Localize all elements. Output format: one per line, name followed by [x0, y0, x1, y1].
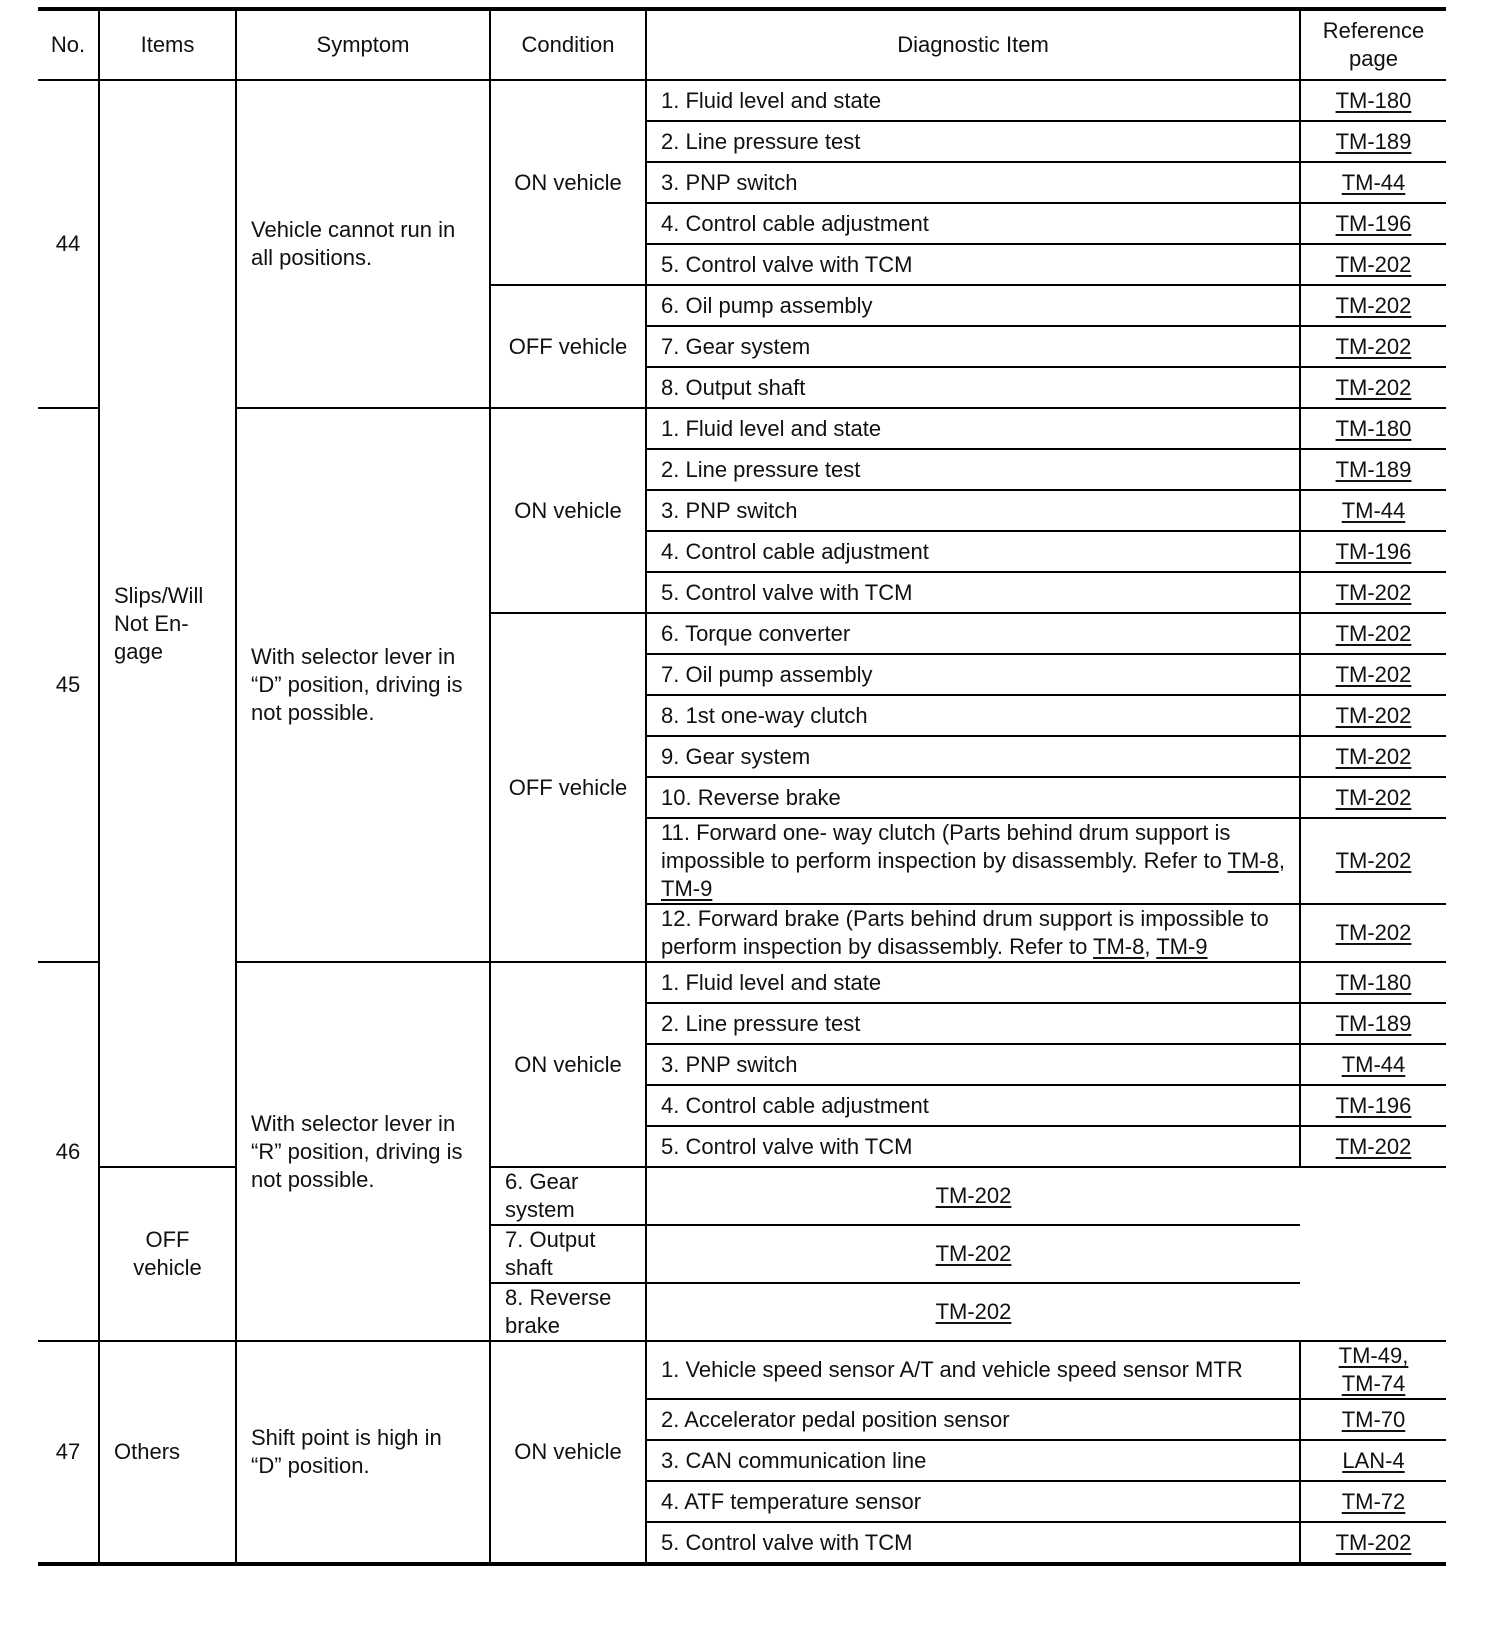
- inline-reference-link[interactable]: TM-9: [1156, 934, 1208, 959]
- reference-link[interactable]: TM-196: [1335, 210, 1412, 236]
- symptom-diagnosis-table: [38, 7, 1446, 1566]
- diagnostic-item: 6. Gear system: [490, 1167, 646, 1225]
- diagnostic-item: 1. Fluid level and state: [646, 80, 1300, 121]
- diagnostic-item: [646, 904, 1300, 962]
- diagnostic-item: 3. PNP switch: [646, 162, 1300, 203]
- inline-separator: ,: [1144, 934, 1157, 959]
- diagnostic-item: 2. Line pressure test: [646, 1003, 1300, 1044]
- inline-separator: ,: [1278, 848, 1285, 873]
- reference-link[interactable]: TM-202: [1335, 661, 1412, 687]
- inline-reference-link[interactable]: TM-8: [1093, 934, 1145, 959]
- header-diagnostic-item: Diagnostic Item: [646, 9, 1300, 80]
- reference-link[interactable]: TM-202: [1335, 579, 1412, 605]
- diagnostic-item: 5. Control valve with TCM: [646, 1126, 1300, 1167]
- inline-reference-link[interactable]: TM-9: [661, 876, 713, 901]
- condition-label: ON vehicle: [490, 962, 646, 1167]
- reference-link[interactable]: TM-202: [1335, 374, 1412, 400]
- diagnostic-item: 4. Control cable adjustment: [646, 1085, 1300, 1126]
- reference-link[interactable]: TM-202: [1335, 743, 1412, 769]
- condition-label: OFF vehicle: [99, 1167, 236, 1341]
- reference-link[interactable]: TM-189: [1335, 456, 1412, 482]
- reference-link[interactable]: TM-44: [1341, 1051, 1406, 1077]
- reference-link[interactable]: TM-202: [1335, 1133, 1412, 1159]
- table-row: [38, 408, 1446, 449]
- symptom-text: With selector lever in “R” position, driving is not possible.: [236, 962, 490, 1341]
- reference-link[interactable]: TM-74: [1341, 1371, 1406, 1396]
- diagnostic-item: 8. Output shaft: [646, 367, 1300, 408]
- diagnostic-item: 2. Line pressure test: [646, 449, 1300, 490]
- diagnostic-item: 3. PNP switch: [646, 490, 1300, 531]
- reference-link[interactable]: TM-202: [1335, 1529, 1412, 1555]
- diagnostic-item: [646, 818, 1300, 904]
- reference-link[interactable]: TM-202: [1335, 784, 1412, 810]
- header-items: Items: [99, 9, 236, 80]
- header-row: [38, 9, 1446, 80]
- reference-link[interactable]: TM-44: [1341, 497, 1406, 523]
- header-no: No.: [38, 9, 99, 80]
- condition-label: OFF vehicle: [490, 613, 646, 962]
- reference-link[interactable]: TM-202: [1335, 620, 1412, 646]
- diagnostic-item: 3. PNP switch: [646, 1044, 1300, 1085]
- reference-link[interactable]: TM-202: [935, 1183, 1012, 1208]
- diagnostic-item: 3. CAN communication line: [646, 1440, 1300, 1481]
- table-row: [38, 962, 1446, 1003]
- reference-link[interactable]: TM-196: [1335, 538, 1412, 564]
- header-reference-page: Reference page: [1300, 9, 1446, 80]
- diagnostic-item: 8. 1st one-way clutch: [646, 695, 1300, 736]
- reference-link[interactable]: TM-180: [1335, 415, 1412, 441]
- condition-label: ON vehicle: [490, 1341, 646, 1564]
- row-number: 44: [38, 80, 99, 408]
- diagnostic-item: 2. Line pressure test: [646, 121, 1300, 162]
- symptom-text: Vehicle cannot run in all positions.: [236, 80, 490, 408]
- diagnostic-item: 7. Gear system: [646, 326, 1300, 367]
- diagnostic-item-text: 11. Forward one- way clutch (Parts behind drum support is impossible to perform inspection by disassembly. Refer to: [661, 820, 1231, 873]
- reference-link[interactable]: LAN-4: [1342, 1447, 1405, 1473]
- diagnostic-item-text: 12. Forward brake (Parts behind drum support is impossible to perform inspection by disassembly. Refer to: [661, 906, 1269, 959]
- inline-reference-link[interactable]: TM-8: [1227, 848, 1279, 873]
- reference-link[interactable]: TM-189: [1335, 1010, 1412, 1036]
- diagnostic-item: 6. Oil pump assembly: [646, 285, 1300, 326]
- reference-link[interactable]: TM-202: [935, 1299, 1012, 1324]
- header-condition: Condition: [490, 9, 646, 80]
- reference-link[interactable]: TM-202: [1335, 292, 1412, 318]
- table-row: [38, 1341, 1446, 1399]
- reference-link[interactable]: TM-70: [1341, 1406, 1406, 1432]
- diagnostic-item: 10. Reverse brake: [646, 777, 1300, 818]
- reference-link[interactable]: TM-180: [1335, 969, 1412, 995]
- row-number: 45: [38, 408, 99, 962]
- diagnostic-item: 4. Control cable adjustment: [646, 531, 1300, 572]
- diagnostic-item: 9. Gear system: [646, 736, 1300, 777]
- diagnostic-item: 2. Accelerator pedal position sensor: [646, 1399, 1300, 1440]
- symptom-text: Shift point is high in “D” position.: [236, 1341, 490, 1564]
- reference-link[interactable]: TM-202: [1335, 920, 1412, 945]
- diagnostic-item: 5. Control valve with TCM: [646, 244, 1300, 285]
- condition-label: OFF vehicle: [490, 285, 646, 408]
- reference-link[interactable]: TM-44: [1341, 169, 1406, 195]
- diagnosis-table-container: [38, 7, 1446, 1566]
- diagnostic-item: 4. ATF temperature sensor: [646, 1481, 1300, 1522]
- reference-link[interactable]: TM-49,: [1338, 1343, 1409, 1368]
- reference-link[interactable]: TM-180: [1335, 87, 1412, 113]
- diagnostic-item: 5. Control valve with TCM: [646, 1522, 1300, 1564]
- reference-link[interactable]: TM-202: [1335, 251, 1412, 277]
- condition-label: ON vehicle: [490, 408, 646, 613]
- condition-label: ON vehicle: [490, 80, 646, 285]
- row-number: 46: [38, 962, 99, 1341]
- diagnostic-item: 8. Reverse brake: [490, 1283, 646, 1341]
- diagnostic-item: 4. Control cable adjustment: [646, 203, 1300, 244]
- reference-link[interactable]: TM-202: [1335, 702, 1412, 728]
- reference-link[interactable]: TM-189: [1335, 128, 1412, 154]
- reference-link[interactable]: TM-72: [1341, 1488, 1406, 1514]
- diagnostic-item: 6. Torque converter: [646, 613, 1300, 654]
- reference-link[interactable]: TM-202: [1335, 333, 1412, 359]
- symptom-text: With selector lever in “D” position, driving is not possible.: [236, 408, 490, 962]
- diagnostic-item: 1. Fluid level and state: [646, 408, 1300, 449]
- reference-link[interactable]: TM-196: [1335, 1092, 1412, 1118]
- items-category: Others: [99, 1341, 236, 1564]
- diagnostic-item: 1. Vehicle speed sensor A/T and vehicle speed sensor MTR: [646, 1341, 1300, 1399]
- diagnostic-item: 7. Oil pump assembly: [646, 654, 1300, 695]
- reference-link[interactable]: TM-202: [1335, 848, 1412, 873]
- reference-link[interactable]: TM-202: [935, 1241, 1012, 1266]
- items-category: Slips/Will Not En-gage: [99, 80, 236, 1167]
- table-row: [38, 80, 1446, 121]
- diagnostic-item: 7. Output shaft: [490, 1225, 646, 1283]
- diagnostic-item: 5. Control valve with TCM: [646, 572, 1300, 613]
- row-number: 47: [38, 1341, 99, 1564]
- header-symptom: Symptom: [236, 9, 490, 80]
- diagnostic-item: 1. Fluid level and state: [646, 962, 1300, 1003]
